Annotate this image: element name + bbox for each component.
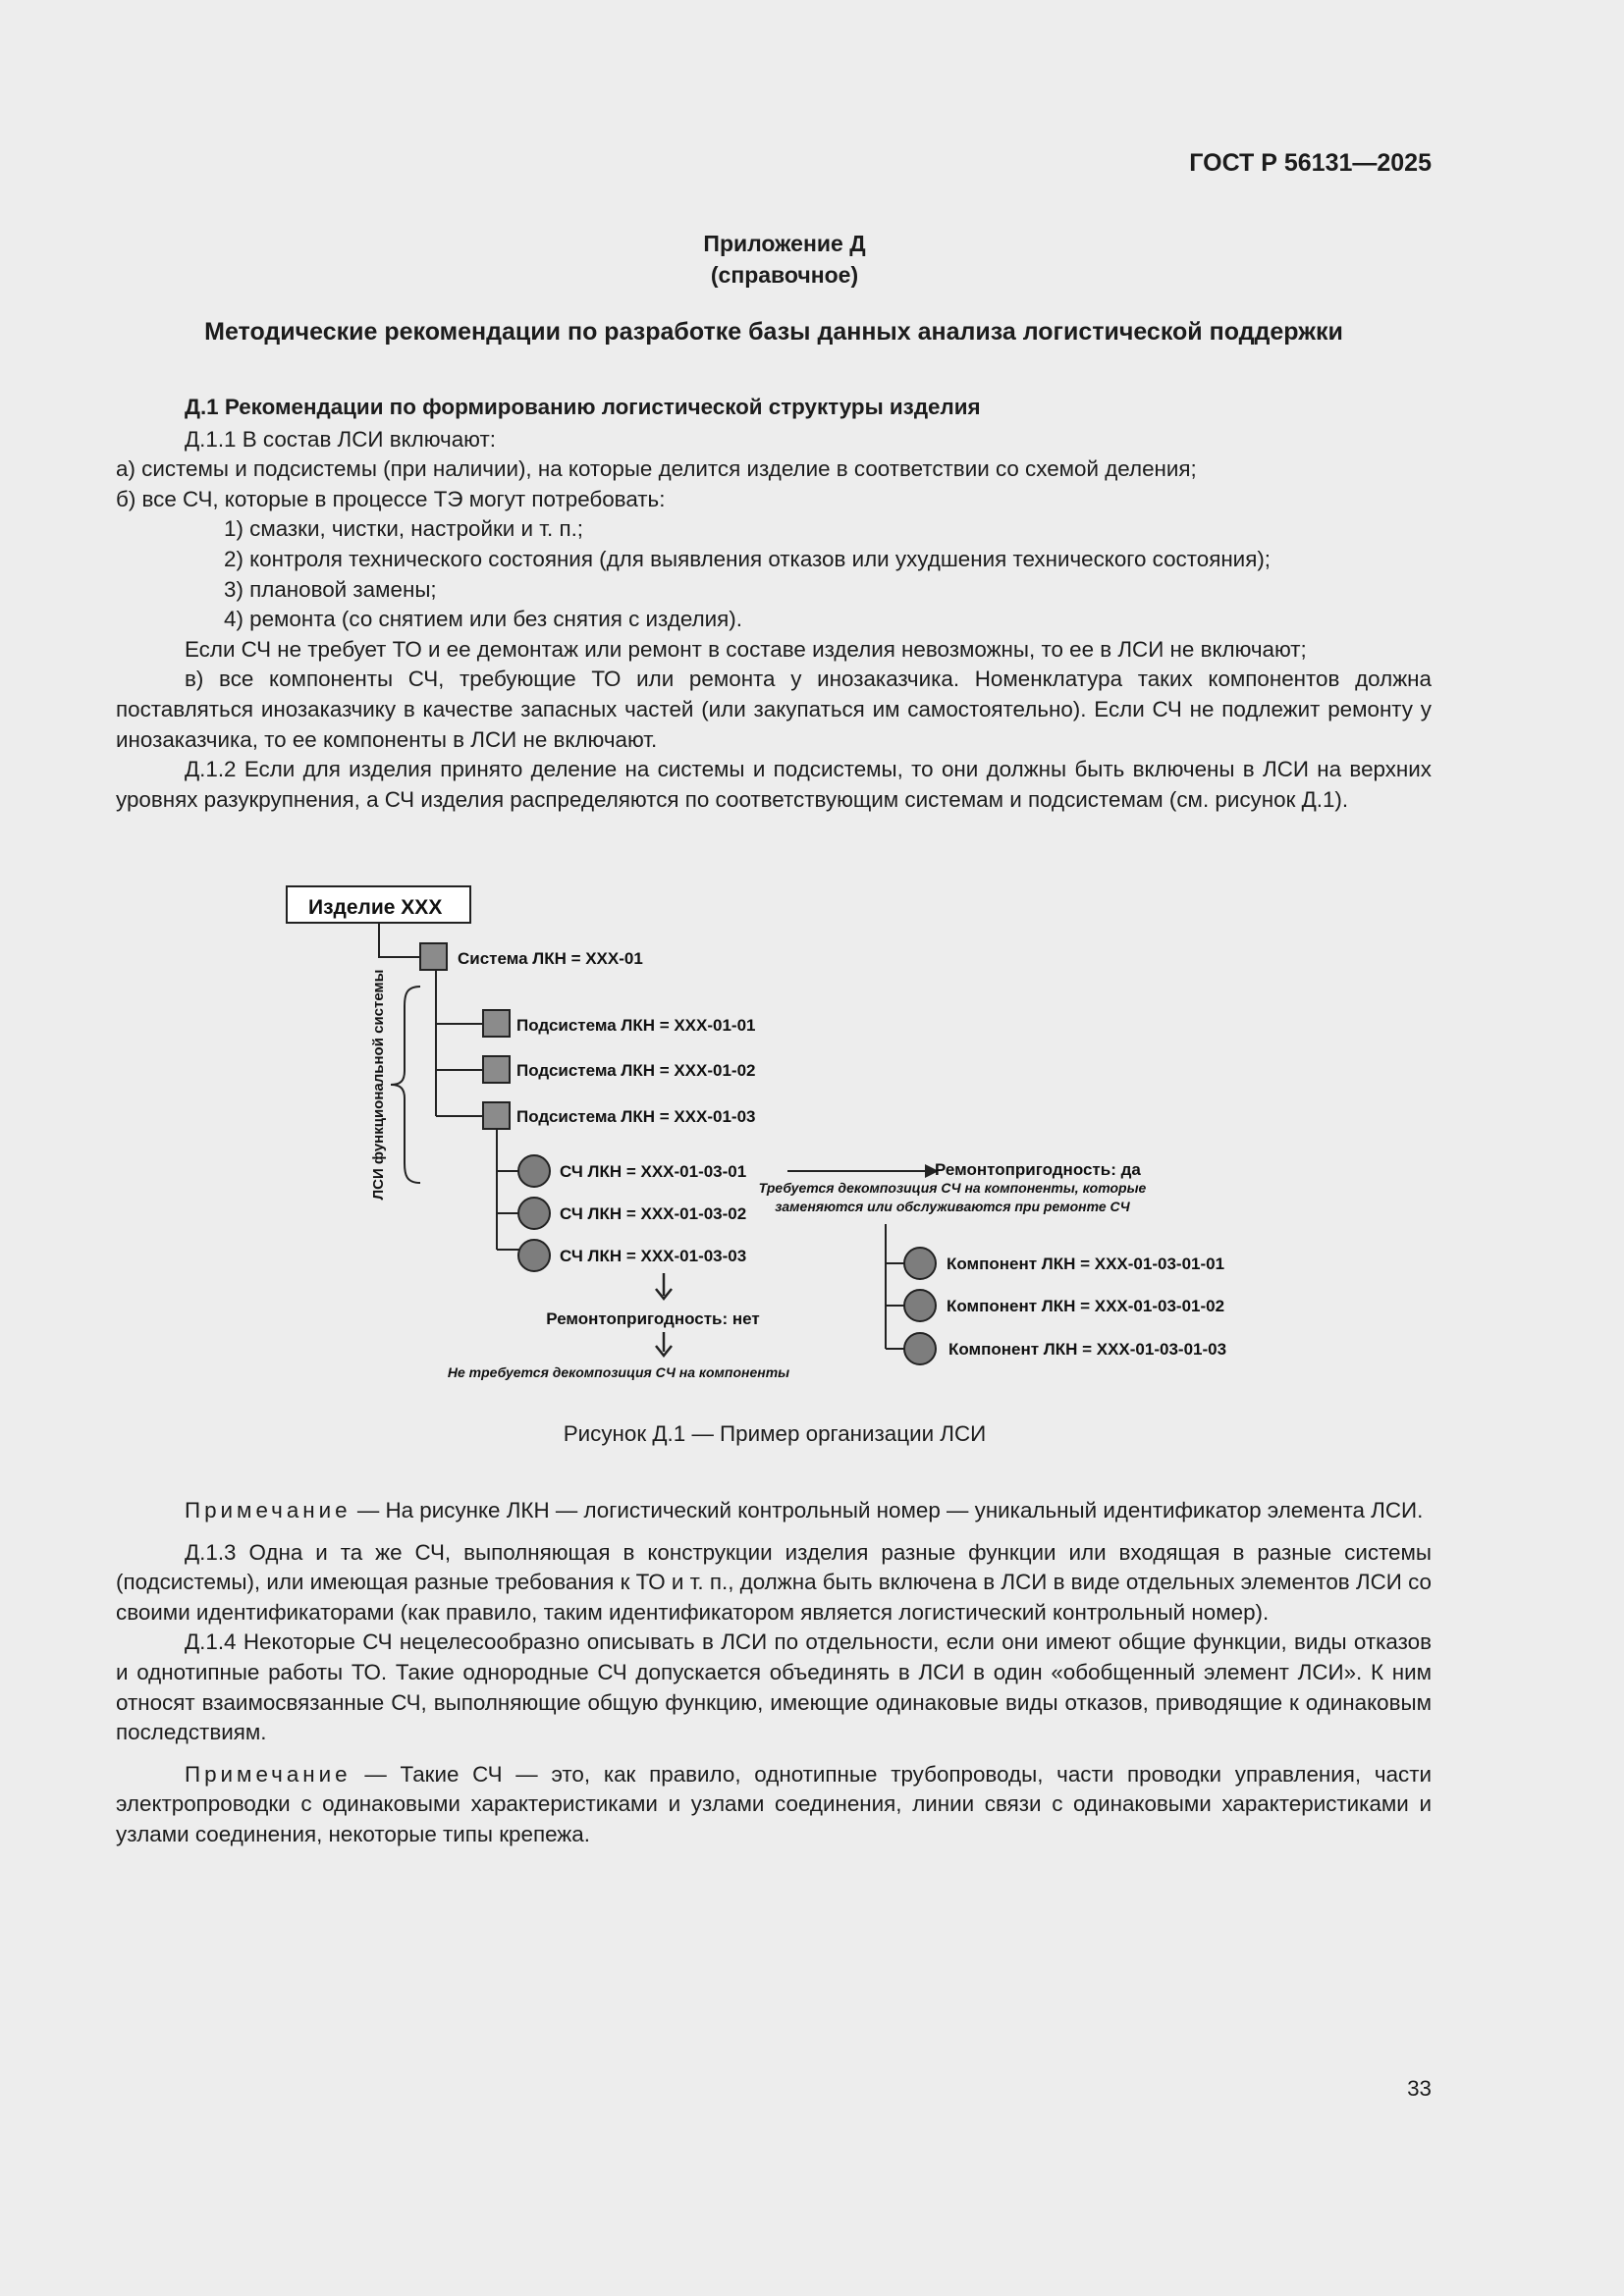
part-node-icon: [518, 1240, 550, 1271]
subsystem-node-icon: [483, 1010, 510, 1037]
list-item-c: в) все компоненты СЧ, требующие ТО или ремонта у инозаказчика. Номенклатура таких компонентов должна поставляться инозаказчику в качестве запасных частей (или закупаться им самостоятельно). Если СЧ не подлежит ремонту у инозаказчика, то ее компоненты в ЛСИ не включают.: [116, 667, 1432, 752]
paragraph-d13: Д.1.3 Одна и та же СЧ, выполняющая в конструкции изделия разные функции или входящая в разные системы (подсистемы), или имеющая разные требования к ТО и т. п., должна быть включена в ЛСИ в виде отдельных элементов ЛСИ со своими идентификаторами (как правило, таким идентификатором является логистический контрольный номер).: [116, 1539, 1432, 1625]
paragraph-d11: Д.1.1 В состав ЛСИ включают:: [185, 426, 496, 452]
component-label-3: Компонент ЛКН = ХХХ-01-03-01-03: [948, 1340, 1227, 1359]
part-node-icon: [518, 1198, 550, 1229]
component-node-icon: [904, 1290, 936, 1321]
note-text: — Такие СЧ — это, как правило, однотипные трубопроводы, части проводки управления, части электропроводки с одинаковыми характеристиками и узлами соединения, линии связи с одинаковыми характеристиками и узлами соединения, некоторые типы крепежа.: [116, 1761, 1432, 1846]
component-label-2: Компонент ЛКН = ХХХ-01-03-01-02: [947, 1297, 1225, 1315]
brace-label: ЛСИ функциональной системы: [370, 969, 387, 1201]
repair-yes-label: Ремонтопригодность: да: [935, 1160, 1141, 1179]
subsystem-label-3: Подсистема ЛКН = ХХХ-01-03: [516, 1107, 756, 1126]
subsystem-node-icon: [483, 1102, 510, 1129]
list-item-b: б) все СЧ, которые в процессе ТЭ могут потребовать:: [116, 486, 666, 511]
sub-item-2: 2) контроля технического состояния (для выявления отказов или ухудшения технического состояния);: [224, 546, 1271, 571]
part-label-3: СЧ ЛКН = ХХХ-01-03-03: [560, 1247, 747, 1265]
sub-item-1: 1) смазки, чистки, настройки и т. п.;: [224, 516, 584, 542]
component-node-icon: [904, 1333, 936, 1364]
annex-title: Приложение Д: [703, 231, 866, 256]
part-label-2: СЧ ЛКН = ХХХ-01-03-02: [560, 1204, 747, 1223]
repair-yes-note-2: заменяются или обслуживаются при ремонте СЧ: [775, 1199, 1130, 1214]
sub-item-3: 3) плановой замены;: [224, 576, 437, 602]
notes-section: [116, 1496, 1432, 1850]
repair-yes-note-1: Требуется декомпозиция СЧ на компоненты, которые: [758, 1180, 1147, 1196]
annex-heading: [0, 228, 1569, 291]
component-node-icon: [904, 1248, 936, 1279]
note-label: Примечание: [185, 1761, 352, 1787]
repair-no-note: Не требуется декомпозиция СЧ на компоненты: [447, 1364, 790, 1380]
figure-caption: Рисунок Д.1 — Пример организации ЛСИ: [563, 1421, 987, 1446]
system-label: Система ЛКН = ХХХ-01: [458, 949, 643, 968]
paragraph-d14: Д.1.4 Некоторые СЧ нецелесообразно описывать в ЛСИ по отдельности, если они имеют общие функции, виды отказов и однотипные работы ТО. Такие однородные СЧ допускается объединять в ЛСИ в один «обобщенный элемент ЛСИ». К ним относят взаимосвязанные СЧ, выполняющие общую функцию, имеющие одинаковые виды отказов, приводящие к одинаковым последствиям.: [116, 1629, 1432, 1745]
note-2: [116, 1760, 1432, 1850]
list-item-a: а) системы и подсистемы (при наличии), на которые делится изделие в соответствии со схемой деления;: [116, 456, 1197, 482]
paragraph-exclusion: Если СЧ не требует ТО и ее демонтаж или ремонт в составе изделия невозможны, то ее в ЛСИ не включают;: [185, 636, 1307, 662]
product-label: Изделие ХХХ: [308, 896, 443, 919]
repair-no-label: Ремонтопригодность: нет: [546, 1309, 760, 1328]
part-node-icon: [518, 1155, 550, 1187]
page-number: 33: [1407, 2076, 1432, 2101]
lsi-diagram: [275, 879, 1276, 1389]
paragraph-d12: Д.1.2 Если для изделия принято деление на системы и подсистемы, то они должны быть включены в ЛСИ на верхних уровнях разукрупнения, а СЧ изделия распределяются по соответствующим системам и подсистемам (см. рисунок Д.1).: [116, 757, 1432, 812]
note-text: — На рисунке ЛКН — логистический контрольный номер — уникальный идентификатор элемента ЛСИ.: [356, 1498, 1424, 1522]
system-node-icon: [420, 943, 447, 970]
subsystem-node-icon: [483, 1056, 510, 1083]
section-heading: Д.1 Рекомендации по формированию логистической структуры изделия: [185, 395, 981, 419]
sub-item-4: 4) ремонта (со снятием или без снятия с изделия).: [224, 607, 742, 632]
component-label-1: Компонент ЛКН = ХХХ-01-03-01-01: [947, 1255, 1225, 1273]
figure-d1: [275, 879, 1276, 1389]
annex-subtitle: (справочное): [710, 262, 859, 288]
note-label: Примечание: [185, 1498, 352, 1522]
part-label-1: СЧ ЛКН = ХХХ-01-03-01: [560, 1162, 747, 1181]
note-1: [116, 1496, 1432, 1526]
document-title: Методические рекомендации по разработке базы данных анализа логистической поддержки: [204, 318, 1343, 346]
standard-id: ГОСТ Р 56131—2025: [1189, 149, 1432, 177]
section-d1: [116, 393, 1432, 815]
subsystem-label-1: Подсистема ЛКН = ХХХ-01-01: [516, 1016, 756, 1035]
subsystem-label-2: Подсистема ЛКН = ХХХ-01-02: [516, 1061, 756, 1080]
brace-icon: [391, 987, 420, 1183]
